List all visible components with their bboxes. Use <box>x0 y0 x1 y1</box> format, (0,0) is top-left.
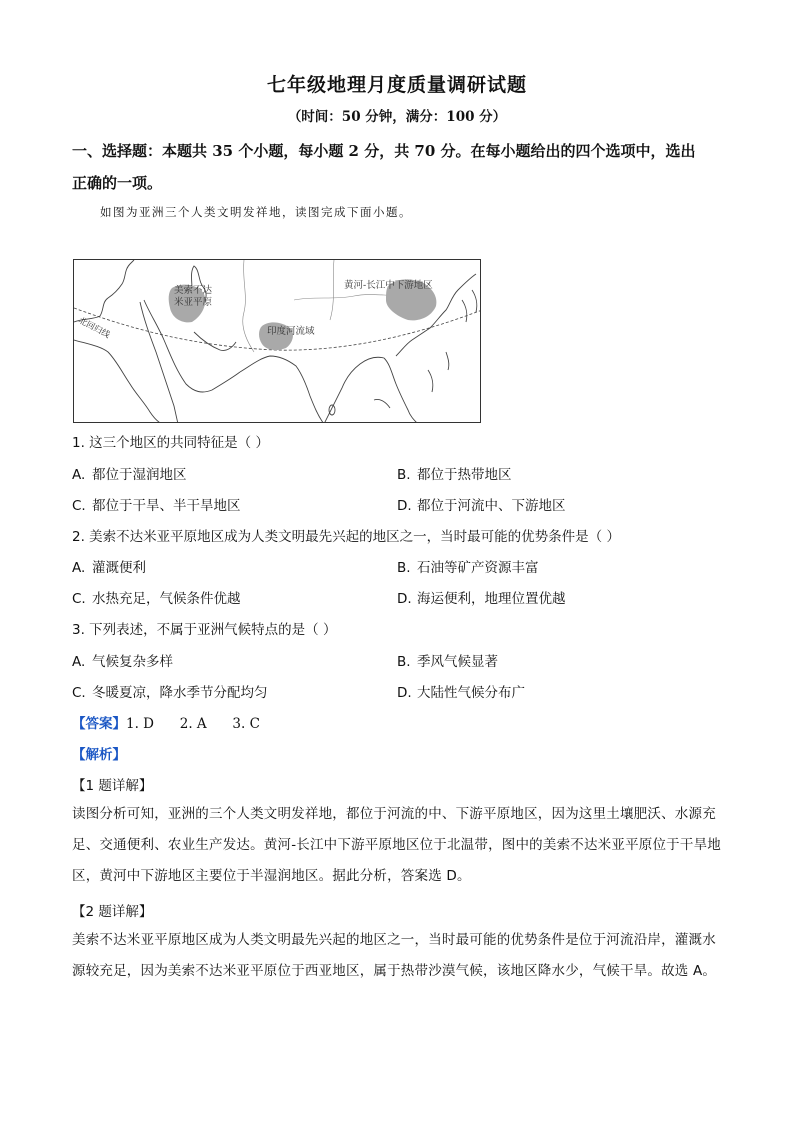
option-text: 都位于热带地区 <box>417 467 512 483</box>
label-yellow-yangtze: 黄河-长江中下游地区 <box>344 280 433 291</box>
coastline-korea <box>462 300 467 322</box>
answer-label: 【答案】 <box>72 716 126 732</box>
q1-option-b[interactable] <box>397 463 512 483</box>
analysis-label-text: 【解析】 <box>72 747 126 763</box>
label-indus: 印度河流域 <box>267 326 315 337</box>
option-key: C. <box>72 685 86 701</box>
option-text: 都位于干旱、半干旱地区 <box>92 498 241 514</box>
question-2-stem: 2. 美索不达米亚平原地区成为人类文明最先兴起的地区之一，当时最可能的优势条件是（ ） <box>72 529 620 545</box>
option-key: B. <box>397 654 411 670</box>
option-text: 都位于河流中、下游地区 <box>417 498 566 514</box>
option-key: A. <box>72 560 86 576</box>
option-key: C. <box>72 498 86 514</box>
coastline-gulf <box>194 332 236 351</box>
detail-1-text: 读图分析可知，亚洲的三个人类文明发祥地，都位于河流的中、下游平原地区，因为这里土壤肥沃、水源充足、交通便利、农业生产发达。黄河-长江中下游平原地区位于北温带，图中的美索不达米亚平原位于干旱地区，黄河中下游地区主要位于半湿润地区。据此分析，答案选 D。 <box>72 806 721 884</box>
q1-option-d[interactable] <box>397 494 566 514</box>
coastline-india-east <box>324 357 384 423</box>
answer-line <box>72 712 260 732</box>
q2-option-a[interactable] <box>72 556 146 576</box>
option-key: D. <box>397 498 412 514</box>
q3-option-a[interactable] <box>72 650 173 670</box>
figure-intro: 如图为亚洲三个人类文明发祥地，读图完成下面小题。 <box>100 205 412 219</box>
answer-values: 1. D 2. A 3. C <box>126 716 260 732</box>
q2-option-c[interactable] <box>72 587 241 607</box>
border-1 <box>243 260 254 352</box>
option-text: 都位于湿润地区 <box>92 467 187 483</box>
option-key: A. <box>72 654 86 670</box>
option-key: D. <box>397 591 412 607</box>
detail-2-title: 【2 题详解】 <box>72 904 153 920</box>
label-meso-2: 米亚平原 <box>174 297 213 308</box>
option-text: 灌溉便利 <box>92 560 146 576</box>
option-key: B. <box>397 560 411 576</box>
option-key: B. <box>397 467 411 483</box>
q1-option-a[interactable] <box>72 463 187 483</box>
option-text: 冬暖夏凉，降水季节分配均匀 <box>92 685 268 701</box>
page-title: 七年级地理月度质量调研试题 <box>266 74 527 96</box>
detail-1-title: 【1 题详解】 <box>72 778 153 794</box>
option-key: A. <box>72 467 86 483</box>
label-tropic: 北回归线 <box>76 315 112 341</box>
detail-2-text: 美索不达米亚平原地区成为人类文明最先兴起的地区之一，当时最可能的优势条件是位于河流沿岸，灌溉水源较充足，因为美索不达米亚平原位于西亚地区，属于热带沙漠气候，该地区降水少，气候干旱。故选 A。 <box>72 932 717 979</box>
map-drawing <box>74 260 481 423</box>
label-meso-1: 美索不达 <box>174 285 213 296</box>
option-text: 大陆性气候分布广 <box>417 685 525 701</box>
q3-option-c[interactable] <box>72 681 268 701</box>
island-2 <box>428 370 433 392</box>
analysis-label <box>72 743 126 763</box>
coastline-west <box>74 260 134 322</box>
q2-option-d[interactable] <box>397 587 566 607</box>
q2-option-b[interactable] <box>397 556 539 576</box>
coastline-japan <box>472 290 477 312</box>
option-text: 水热充足，气候条件优越 <box>92 591 241 607</box>
option-text: 季风气候显著 <box>417 654 498 670</box>
island-3 <box>446 352 449 370</box>
q3-option-d[interactable] <box>397 681 525 701</box>
q1-option-c[interactable] <box>72 494 241 514</box>
island-srilanka <box>329 405 335 415</box>
border-3 <box>330 260 334 320</box>
question-1-stem: 1. 这三个地区的共同特征是（ ） <box>72 435 269 451</box>
question-3-stem: 3. 下列表述，不属于亚洲气候特点的是（ ） <box>72 622 337 638</box>
coastline-india-west <box>240 356 324 423</box>
option-text: 海运便利，地理位置优越 <box>417 591 566 607</box>
q3-option-b[interactable] <box>397 650 498 670</box>
section-heading-line1: 一、选择题：本题共 35 个小题，每小题 2 分，共 70 分。在每小题给出的四个选项中，选出 <box>72 142 696 160</box>
coastline-indochina <box>384 358 418 423</box>
coastline-africa <box>74 340 162 423</box>
option-text: 气候复杂多样 <box>92 654 173 670</box>
option-key: D. <box>397 685 412 701</box>
option-key: C. <box>72 591 86 607</box>
island-1 <box>374 399 390 408</box>
asia-civilization-map <box>73 259 481 423</box>
exam-info: （时间：50 分钟，满分：100 分） <box>287 109 507 125</box>
option-text: 石油等矿产资源丰富 <box>417 560 539 576</box>
section-heading-line2: 正确的一项。 <box>72 174 163 192</box>
